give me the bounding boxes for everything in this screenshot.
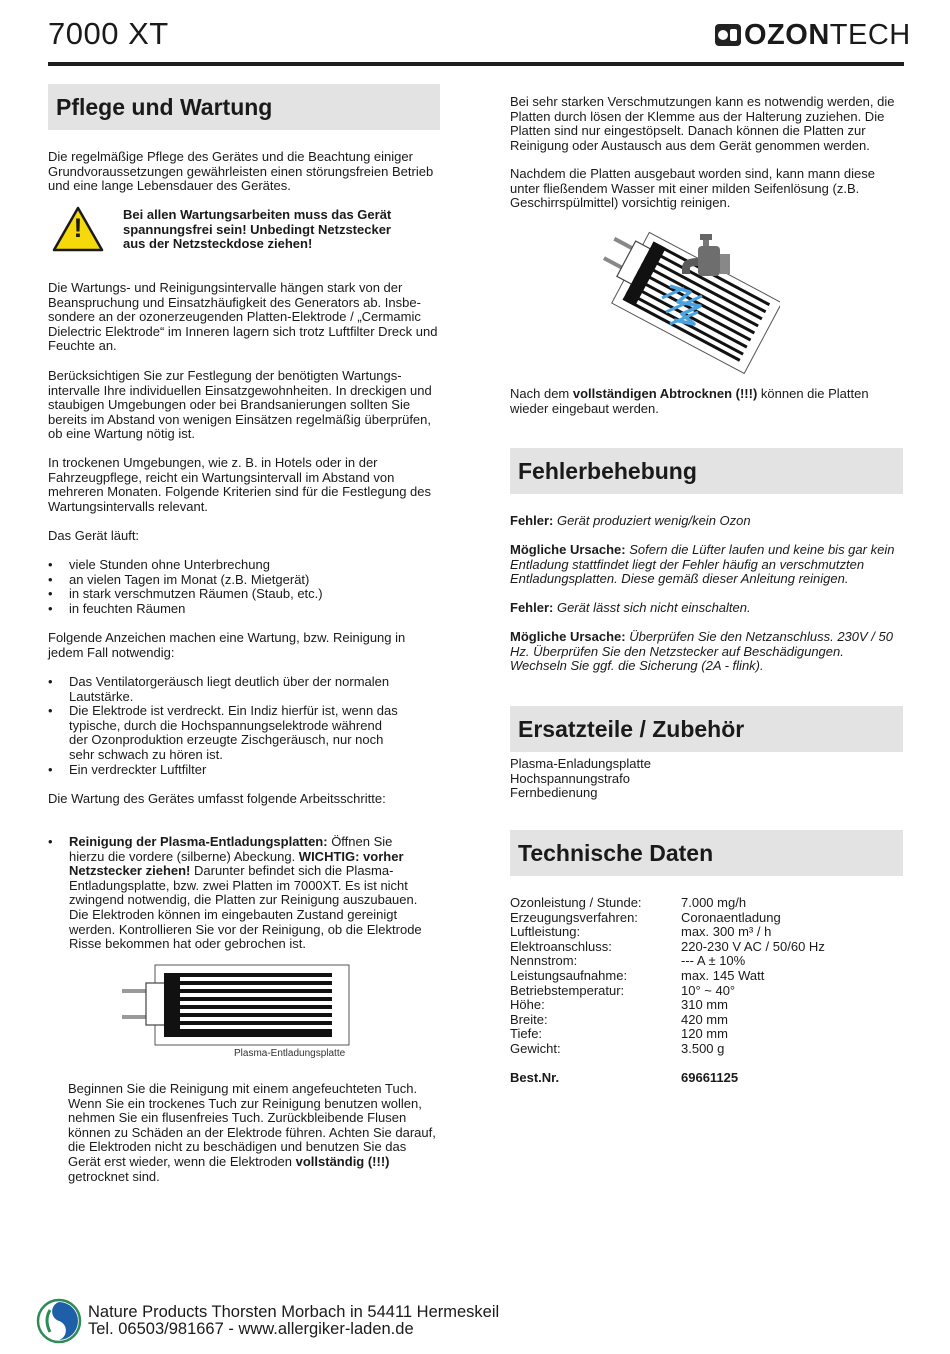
cause-text: Sofern die Lüfter laufen und keine bis gar kein Entladung stattfindet liegt der Fehler häufig an verschmutzten Entladungsplatten. Diese gemäß dieser Anleitung reinigen. xyxy=(510,542,895,587)
spec-key: Elektroanschluss: xyxy=(510,938,612,954)
logo-emblem-icon xyxy=(714,23,742,47)
fault-label: Fehler: xyxy=(510,600,554,615)
spec-row xyxy=(510,984,902,999)
spec-value: max. 145 Watt xyxy=(681,967,765,983)
dry-environment-paragraph: In trockenen Umgebungen, wie z. B. in Hotels oder in der Fahrzeugpflege, reicht ein Wartungsintervall im Abstand von mehreren Monaten. Folgende Kriterien sind für die Festlegung des Wartungsintervalls relevant. xyxy=(48,455,431,514)
dry-text: können die Platten wieder eingebaut werden. xyxy=(510,386,869,416)
list-item: • Das Ventilatorgeräusch liegt deutlich über der normalen Lautstärke. xyxy=(48,675,400,704)
section-title-troubleshooting: Fehlerbehebung xyxy=(510,448,903,494)
spec-key: Leistungsaufnahme: xyxy=(510,967,628,983)
spec-row xyxy=(510,940,902,955)
list-item: • Ein verdreckter Luftfilter xyxy=(48,763,400,778)
model-title: 7000 XT xyxy=(48,16,169,51)
step-text: Öffnen Sie hierzu die vordere (silberne) Abeckung. xyxy=(69,834,393,864)
signs-label: Folgende Anzeichen machen eine Wartung, bzw. Reinigung in jedem Fall notwendig: xyxy=(48,630,406,660)
warning-mark: ! xyxy=(73,213,83,243)
clean-text: Beginnen Sie die Reinigung mit einem angefeuchteten Tuch. Wenn Sie ein trockenes Tuch zur Reinigung benutzen wollen, nehmen Sie ein flusenfreies Tuch. Zurückbleibende Flusen können zu Schäden an der Elektrode führen. Achten Sie darauf, die Elektroden nicht zu beschädigen und benutzen Sie das Gerät erst wieder, wenn die Elektroden xyxy=(68,1081,436,1169)
spec-row xyxy=(510,896,902,911)
list-item: • an vielen Tagen im Monat (z.B. Mietgerät) xyxy=(48,573,440,588)
dry-emphasis: vollständigen Abtrocknen (!!!) xyxy=(572,386,758,401)
heavy-dirt-paragraph: Bei sehr starken Verschmutzungen kann es notwendig werden, die Platten durch lösen der Klemme aus der Halterung zuziehen. Die Platten sind nur eingestöpselt. Danach können die Platten zur Reinigung oder Austausch aus dem Gerät genommen werden. xyxy=(510,94,895,153)
spec-row xyxy=(510,911,902,926)
logo-brand-regular: TECH xyxy=(829,18,911,51)
runs-label: Das Gerät läuft: xyxy=(48,528,140,543)
footer-contact: Tel. 06503/981667 - www.allergiker-laden.de xyxy=(88,1320,414,1338)
clean-emphasis: vollständig (!!!) xyxy=(295,1153,390,1169)
plasma-plate-figure xyxy=(120,963,352,1047)
spec-value: 420 mm xyxy=(681,1011,728,1027)
plate-caption: Plasma-Entladungsplatte xyxy=(234,1048,346,1059)
list-item: Hochspannungstrafo xyxy=(510,770,630,786)
interval-habits-paragraph: Berücksichtigen Sie zur Festlegung der benötigten Wartungs-intervalle Ihre individuellen Einsatzgewohnheiten. In dreckigen und staubigen Umgebungen oder bei Brandsanierungen sollten Sie bereits im Abstand von wenigen Einsätzen regelmäßig überprüfen, ob eine Wartung nötig ist. xyxy=(48,368,432,442)
logo-brand-bold: OZON xyxy=(744,18,830,51)
spec-row xyxy=(510,1013,902,1028)
order-row xyxy=(510,1071,902,1086)
spec-key: Breite: xyxy=(510,1011,548,1027)
spec-key: Gewicht: xyxy=(510,1040,561,1056)
list-item: • in stark verschmutzen Räumen (Staub, etc.) xyxy=(48,587,440,602)
section-title-technical-data: Technische Daten xyxy=(510,830,903,876)
spec-key: Höhe: xyxy=(510,997,545,1013)
spec-value: 220-230 V AC / 50/60 Hz xyxy=(681,938,825,954)
list-item: Plasma-Enladungsplatte xyxy=(510,756,651,771)
spec-value: --- A ± 10% xyxy=(681,953,746,969)
parts-list xyxy=(510,757,810,801)
list-item: Fernbedienung xyxy=(510,785,598,801)
spec-row xyxy=(510,1042,902,1057)
cause-2 xyxy=(510,630,902,674)
cause-label: Mögliche Ursache: xyxy=(510,629,626,644)
spec-value: max. 300 m³ / h xyxy=(681,924,772,940)
nature-products-logo-icon xyxy=(36,1298,82,1344)
spec-row xyxy=(510,969,902,984)
runs-list xyxy=(48,558,440,616)
spec-value: 310 mm xyxy=(681,997,728,1013)
signs-list xyxy=(48,675,400,777)
order-label: Best.Nr. xyxy=(510,1070,560,1086)
spec-value: 10° ~ 40° xyxy=(681,982,736,998)
steps-label: Die Wartung des Gerätes umfasst folgende Arbeitsschritte: xyxy=(48,791,386,806)
cleaning-paragraph xyxy=(68,1082,440,1184)
spec-row xyxy=(510,998,902,1013)
spec-key: Betriebstemperatur: xyxy=(510,982,625,998)
cause-1 xyxy=(510,543,902,587)
list-item: • in feuchten Räumen xyxy=(48,602,440,617)
spec-table xyxy=(510,896,902,1086)
list-item: • viele Stunden ohne Unterbrechung xyxy=(48,558,440,573)
dry-paragraph xyxy=(510,387,902,416)
steps-list xyxy=(48,835,423,952)
cause-label: Mögliche Ursache: xyxy=(510,542,626,557)
spec-key: Tiefe: xyxy=(510,1026,543,1042)
spec-value: 3.500 g xyxy=(681,1040,725,1056)
step-text: Darunter befindet sich die Plasma-Entladungsplatte, bzw. zwei Platten im 7000XT. Es ist nicht zwingend notwendig, die Platten zur Reinigung auszubauen. Die Elektroden können im eingebauten Zustand gereinigt werden. Kontrollieren Sie vor der Reinigung, ob die Elektrode Risse bekommen hat oder gebrochen ist. xyxy=(69,863,422,952)
dry-text: Nach dem xyxy=(510,386,573,401)
order-number: 69661125 xyxy=(681,1070,739,1086)
intro-paragraph: Die regelmäßige Pflege des Gerätes und die Beachtung einiger Grundvoraussetzungen gewährleisten einen störungsfreien Betrieb und eine lange Lebensdauer des Gerätes. xyxy=(48,149,434,194)
spec-value: 7.000 mg/h xyxy=(681,895,747,910)
spec-row xyxy=(510,925,902,940)
fault-label: Fehler: xyxy=(510,513,554,528)
clean-text: getrocknet sind. xyxy=(68,1168,160,1184)
header-rule xyxy=(48,62,904,66)
spec-value: 120 mm xyxy=(681,1026,728,1042)
fault-text: Gerät produziert wenig/kein Ozon xyxy=(553,513,751,528)
spec-key: Erzeugungsverfahren: xyxy=(510,909,638,925)
cause-text: Überprüfen Sie den Netzanschluss. 230V / 50 Hz. Überprüfen Sie den Netzstecker auf Beschädigungen. Wechseln Sie ggf. die Sicherung (2A - flink). xyxy=(510,629,893,674)
plate-washing-figure xyxy=(590,228,780,388)
section-title-spare-parts: Ersatzteile / Zubehör xyxy=(510,706,903,752)
spec-row xyxy=(510,1027,902,1042)
cleaning-step xyxy=(48,835,423,952)
fault-1 xyxy=(510,514,902,529)
step-title: Reinigung der Plasma-Entladungsplatten: xyxy=(69,834,328,849)
list-item: • Die Elektrode ist verdreckt. Ein Indiz hierfür ist, wenn das typische, durch die Hochspannungselektrode während der Ozonproduktion erzeugte Zischgeräusch, nur noch sehr schwach zu hören ist. xyxy=(48,704,400,762)
spec-value: Coronaentladung xyxy=(681,909,781,925)
spec-key: Nennstrom: xyxy=(510,953,578,969)
spec-key: Luftleistung: xyxy=(510,924,581,940)
step-warning: WICHTIG: vorher Netzstecker ziehen! xyxy=(69,848,404,879)
fault-2 xyxy=(510,601,902,616)
ozontech-logo xyxy=(714,20,911,50)
interval-paragraph: Die Wartungs- und Reinigungsintervalle hängen stark von der Beanspruchung und Einsatzhäufigkeit des Generators ab. Insbe-sondere an der ozonerzeugenden Platten-Elektrode / „Cermamic Dielectric Elektrode“ im Inneren lagern sich trotz Luftfilter Dreck und Feuchte an. xyxy=(48,280,438,354)
spec-row xyxy=(510,954,902,969)
fault-text: Gerät lässt sich nicht einschalten. xyxy=(553,600,751,615)
spec-key: Ozonleistung / Stunde: xyxy=(510,895,642,910)
washing-paragraph: Nachdem die Platten ausgebaut worden sind, kann mann diese unter fließendem Wasser mit einer milden Seifenlösung (z.B. Geschirrspülmittel) vorsichtig reinigen. xyxy=(510,166,875,211)
section-title-maintenance: Pflege und Wartung xyxy=(48,84,440,130)
footer-company: Nature Products Thorsten Morbach in 54411 Hermeskeil xyxy=(88,1303,500,1321)
warning-text: Bei allen Wartungsarbeiten muss das Gerät spannungsfrei sein! Unbedingt Netzstecker aus der Netzsteckdose ziehen! xyxy=(123,207,392,252)
